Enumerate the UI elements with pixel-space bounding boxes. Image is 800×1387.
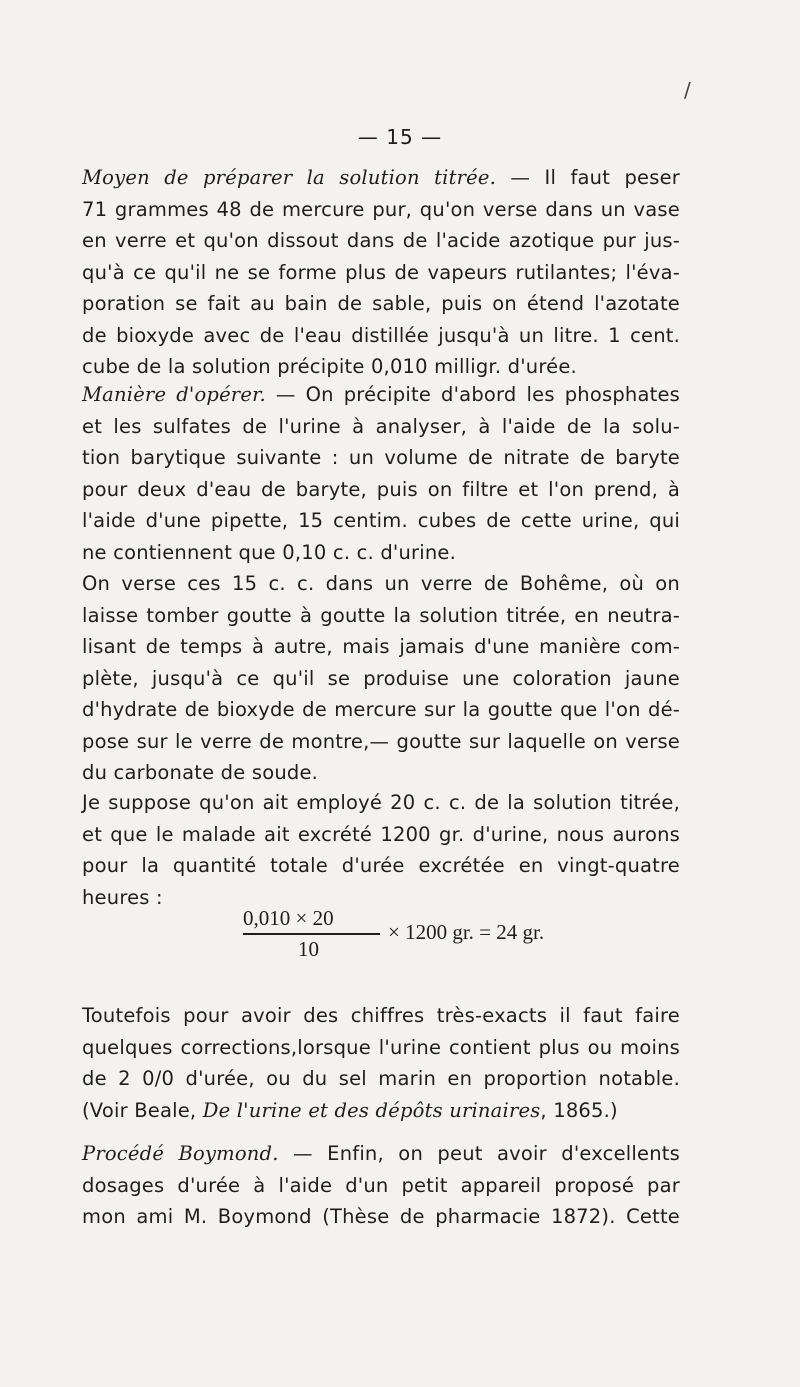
text-line: l'aide d'une pipette, 15 centim. cubes de cette urine, qui: [82, 509, 680, 532]
text-line: pour deux d'eau de baryte, puis on filtre et l'on prend, à: [82, 477, 680, 501]
text-line: d'hydrate de bioxyde de mercure sur la goutte que l'on dé-: [82, 698, 680, 721]
text-line: quelques corrections,lorsque l'urine contient plus ou moins: [82, 1035, 680, 1059]
formula-denominator: 10: [298, 937, 319, 961]
text-line: mon ami M. Boymond (Thèse de pharmacie 1872). Cette: [82, 1205, 680, 1228]
text-line: de 2 0/0 d'urée, ou du sel marin en proportion notable.: [82, 1067, 680, 1090]
text-line: dosages d'urée à l'aide d'un petit appareil proposé par: [82, 1173, 680, 1197]
text-line: pose sur le verre de montre,— goutte sur laquelle on verse: [82, 729, 680, 753]
text-line: pour la quantité totale d'urée excrétée en vingt-quatre: [82, 854, 680, 877]
text-line: laisse tomber goutte à goutte la solution titrée, en neutra-: [82, 603, 680, 627]
text-line: (Voir Beale, De l'urine et des dépôts urinaires, 1865.): [82, 1098, 618, 1122]
text-line: Moyen de préparer la solution titrée. — Il faut peser: [82, 166, 680, 189]
text-line: tion barytique suivante : un volume de nitrate de baryte: [82, 446, 680, 469]
text-line: et les sulfates de l'urine à analyser, à l'aide de la solu-: [82, 414, 680, 438]
text-line: ne contiennent que 0,10 c. c. d'urine.: [82, 540, 457, 564]
section-title-preparation: Moyen de préparer la solution titrée.: [82, 166, 497, 189]
text-line: cube de la solution précipite 0,010 milligr. d'urée.: [82, 355, 577, 378]
text-line: Je suppose qu'on ait employé 20 c. c. de la solution titrée,: [82, 791, 680, 814]
paragraph-corrections: [82, 1000, 680, 1126]
text-line: qu'à ce qu'il ne se forme plus de vapeurs rutilantes; l'éva-: [82, 260, 680, 284]
text-line: On verse ces 15 c. c. dans un verre de Bohême, où on: [82, 572, 680, 595]
paragraph-titration: [82, 568, 680, 789]
text-line: et que le malade ait excrété 1200 gr. d'urine, nous aurons: [82, 822, 680, 846]
text-line: poration se fait au bain de sable, puis on étend l'azotate: [82, 292, 680, 315]
text-line: Manière d'opérer. — On précipite d'abord les phosphates: [82, 383, 681, 406]
corner-mark: /: [684, 78, 691, 102]
text-line: en verre et qu'on dissout dans de l'acide azotique pur jus-: [82, 229, 680, 252]
page-number: — 15 —: [357, 125, 443, 149]
formula-result: × 1200 gr. = 24 gr.: [388, 920, 545, 944]
text-line: heures :: [82, 885, 163, 909]
text-line: Toutefois pour avoir des chiffres très-exacts il faut faire: [82, 1004, 680, 1027]
fraction-bar: [243, 933, 380, 935]
text-line: plète, jusqu'à ce qu'il se produise une coloration jaune: [82, 666, 680, 690]
formula-numerator: 0,010 × 20: [243, 906, 334, 930]
text-line: lisant de temps à autre, mais jamais d'une manière com-: [82, 635, 680, 658]
paragraph-boymond: [82, 1138, 680, 1233]
paragraph-preparation: [82, 162, 680, 383]
text-line: Procédé Boymond. — Enfin, on peut avoir d'excellents: [82, 1142, 680, 1165]
text-line: de bioxyde avec de l'eau distillée jusqu'à un litre. 1 cent.: [82, 323, 680, 347]
text-line: 71 grammes 48 de mercure pur, qu'on verse dans un vase: [82, 197, 680, 221]
paragraph-procedure: [82, 379, 680, 568]
cited-work-title: De l'urine et des dépôts urinaires: [202, 1098, 541, 1122]
section-title-procedure: Manière d'opérer.: [82, 383, 266, 406]
paragraph-example: [82, 787, 680, 913]
text-line: du carbonate de soude.: [82, 761, 319, 784]
section-title-boymond: Procédé Boymond.: [82, 1142, 279, 1165]
